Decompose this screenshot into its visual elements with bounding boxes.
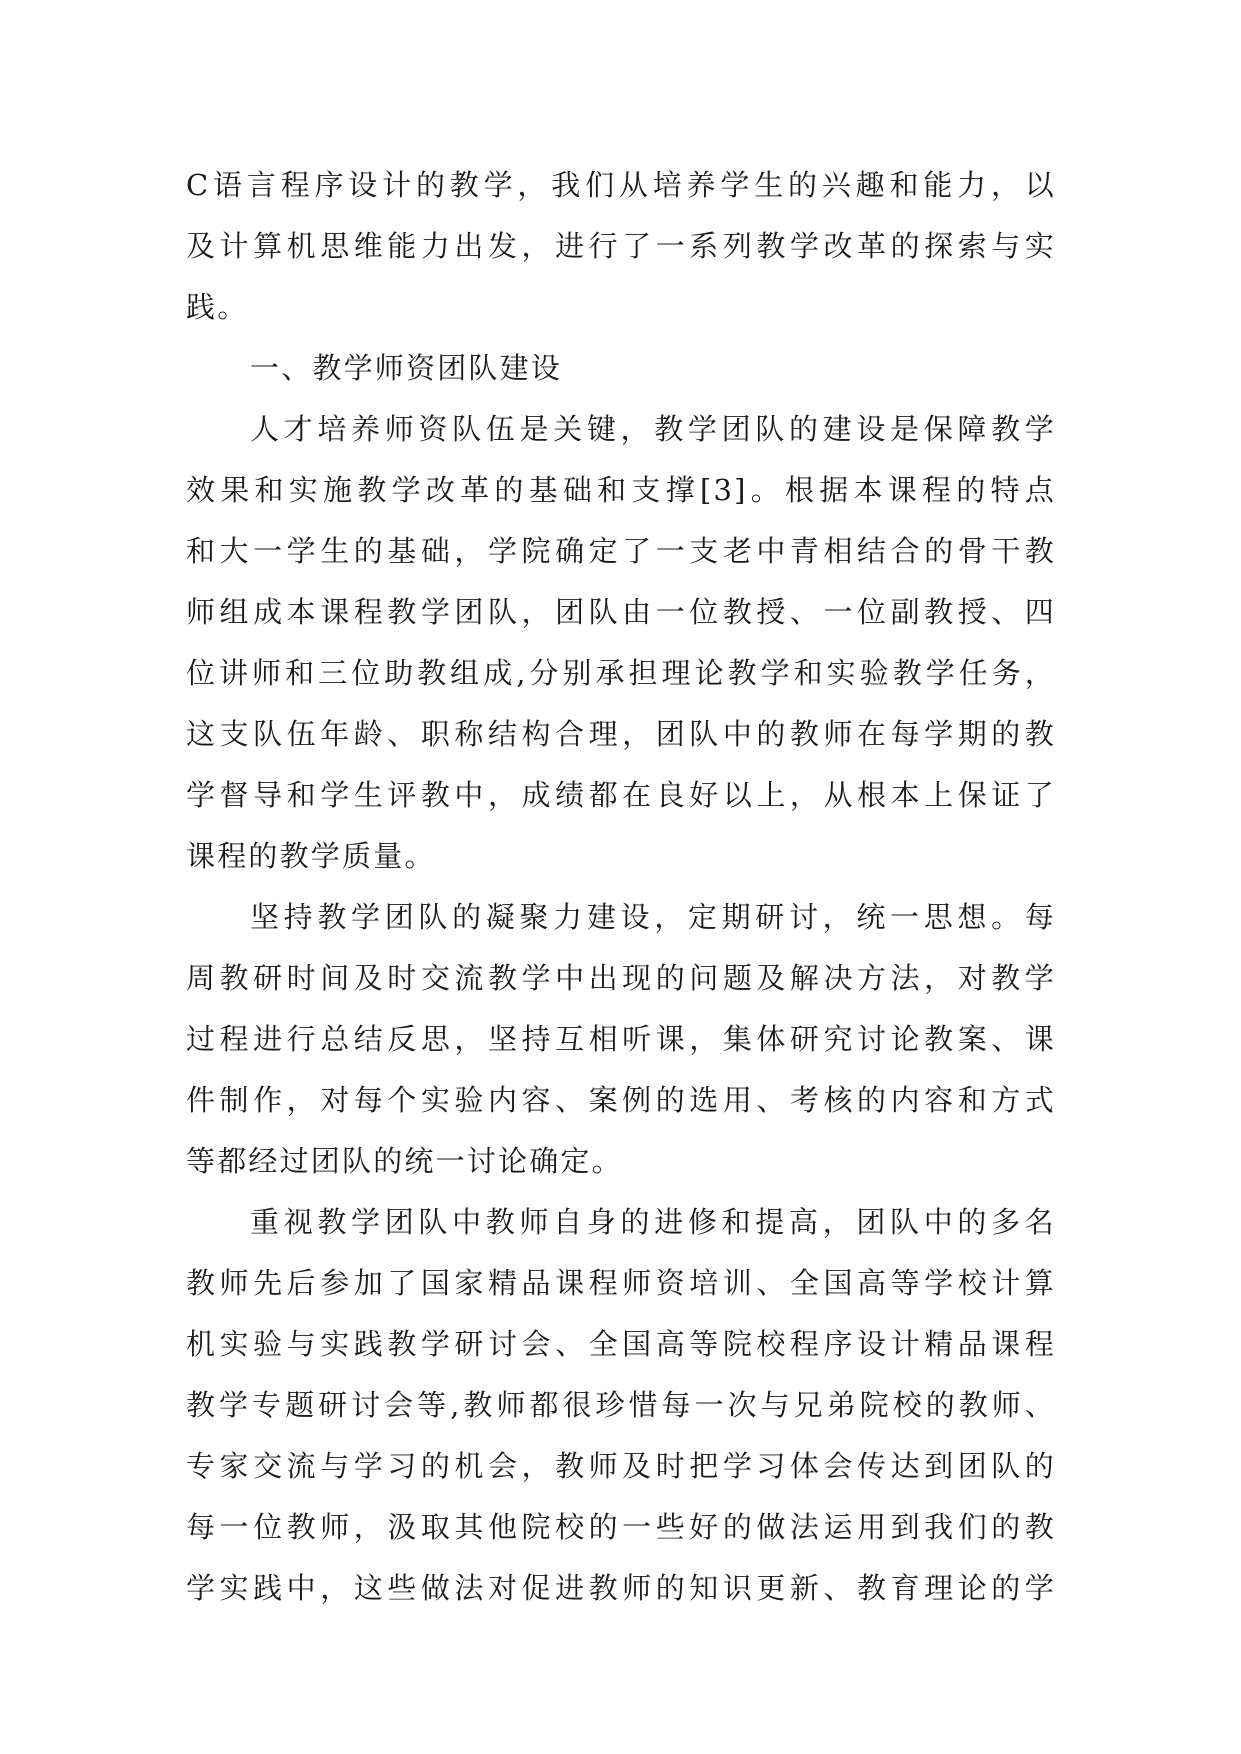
paragraph-line: 专家交流与学习的机会，教师及时把学习体会传达到团队的 [186,1449,1056,1483]
paragraph-line: 位讲师和三位助教组成,分别承担理论教学和实验教学任务， [186,656,1056,690]
paragraph-line: 机实验与实践教学研讨会、全国高等院校程序设计精品课程 [186,1327,1056,1361]
paragraph-line: 教师先后参加了国家精品课程师资培训、全国高等学校计算 [186,1266,1056,1300]
paragraph-line: 坚持教学团队的凝聚力建设，定期研讨，统一思想。每 [250,900,1056,934]
paragraph-line: 课程的教学质量。 [186,839,436,873]
paragraph-line: 等都经过团队的统一讨论确定。 [186,1144,623,1178]
section-heading: 一、教学师资团队建设 [250,351,563,385]
paragraph-line: 践。 [186,290,249,324]
paragraph-line: 人才培养师资队伍是关键，教学团队的建设是保障教学 [250,412,1056,446]
paragraph-line: 重视教学团队中教师自身的进修和提高，团队中的多名 [250,1205,1056,1239]
paragraph-line: 过程进行总结反思，坚持互相听课，集体研究讨论教案、课 [186,1022,1056,1056]
paragraph-line: 教学专题研讨会等,教师都很珍惜每一次与兄弟院校的教师、 [186,1388,1056,1422]
paragraph-line: C语言程序设计的教学，我们从培养学生的兴趣和能力，以 [186,168,1056,202]
paragraph-line: 学实践中，这些做法对促进教师的知识更新、教育理论的学 [186,1571,1056,1605]
paragraph-line: 效果和实施教学改革的基础和支撑[3]。根据本课程的特点 [186,473,1056,507]
paragraph-line: 每一位教师，汲取其他院校的一些好的做法运用到我们的教 [186,1510,1056,1544]
paragraph-line: 及计算机思维能力出发，进行了一系列教学改革的探索与实 [186,229,1056,263]
document-body [186,155,1056,1619]
paragraph-line: 周教研时间及时交流教学中出现的问题及解决方法，对教学 [186,961,1056,995]
paragraph-line: 和大一学生的基础，学院确定了一支老中青相结合的骨干教 [186,534,1056,568]
paragraph-line: 这支队伍年龄、职称结构合理，团队中的教师在每学期的教 [186,717,1056,751]
paragraph-line: 件制作，对每个实验内容、案例的选用、考核的内容和方式 [186,1083,1056,1117]
paragraph-line: 师组成本课程教学团队，团队由一位教授、一位副教授、四 [186,595,1056,629]
paragraph-line: 学督导和学生评教中，成绩都在良好以上，从根本上保证了 [186,778,1056,812]
